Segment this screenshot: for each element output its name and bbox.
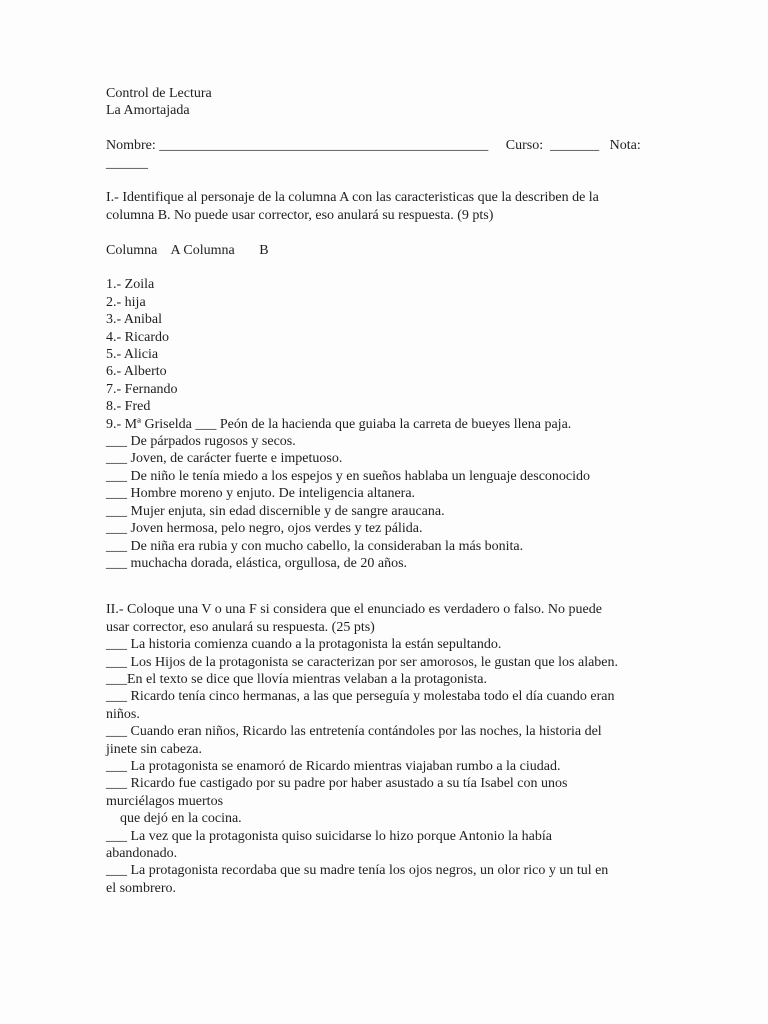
column-a-item-2: 2.- hija bbox=[106, 294, 146, 310]
statement-line-7-cont2: que dejó en la cocina. bbox=[106, 811, 242, 827]
statement-line-7: ___ Ricardo fue castigado por su padre por haber asustado a su tía Isabel con unos bbox=[106, 776, 568, 792]
columns-header: Columna A Columna B bbox=[106, 242, 269, 258]
section-gap bbox=[106, 572, 732, 601]
nota-blank-line: ______ bbox=[106, 155, 148, 171]
statement-line-8: ___ La vez que la protagonista quiso suicidarse lo hizo porque Antonio la había bbox=[106, 828, 552, 844]
column-b-item-6: ___ Joven hermosa, pelo negro, ojos verdes y tez pálida. bbox=[106, 521, 423, 537]
section2-instructions-line2: usar corrector, eso anulará su respuesta. (25 pts) bbox=[106, 619, 375, 635]
doc-title: Control de Lectura bbox=[106, 86, 212, 101]
column-a-item-8: 8.- Fred bbox=[106, 399, 151, 415]
column-a-item-7: 7.- Fernando bbox=[106, 381, 178, 397]
column-b-item-2: ___ Joven, de carácter fuerte e impetuoso. bbox=[106, 451, 343, 467]
column-a-item-5: 5.- Alicia bbox=[106, 347, 159, 363]
column-a-item-3: 3.- Anibal bbox=[106, 312, 162, 328]
column-a-item-4: 4.- Ricardo bbox=[106, 329, 169, 345]
spacer bbox=[106, 120, 732, 137]
column-a-item-9: 9.- Mª Griselda ___ Peón de la hacienda que guiaba la carreta de bueyes llena paja. bbox=[106, 416, 572, 432]
statement-line-7-cont1: murciélagos muertos bbox=[106, 793, 224, 809]
statement-line-6: ___ La protagonista se enamoró de Ricardo mientras viajaban rumbo a la ciudad. bbox=[106, 758, 561, 774]
statement-line-9-cont: el sombrero. bbox=[106, 880, 176, 896]
statement-line-5-cont: jinete sin cabeza. bbox=[106, 741, 203, 757]
column-b-item-4: ___ Hombre moreno y enjuto. De inteligencia altanera. bbox=[106, 486, 416, 502]
column-a-item-1: 1.- Zoila bbox=[106, 277, 155, 293]
section1-instructions-line1: I.- Identifique al personaje de la columna A con las caracteristicas que la describen de la bbox=[106, 190, 599, 206]
student-fields-row: Nombre: _______________________________________________ Curso: _______ Nota: bbox=[106, 138, 641, 154]
statement-line-4: ___ Ricardo tenía cinco hermanas, a las que perseguía y molestaba todo el día cuando eran bbox=[106, 689, 615, 705]
statement-line-5: ___ Cuando eran niños, Ricardo las entretenía contándoles por las noches, la historia del bbox=[106, 724, 602, 740]
statement-line-2: ___ Los Hijos de la protagonista se caracterizan por ser amorosos, le gustan que los alaben. bbox=[106, 654, 619, 670]
column-b-item-5: ___ Mujer enjuta, sin edad discernible y de sangre araucana. bbox=[106, 503, 445, 519]
spacer bbox=[106, 172, 732, 189]
column-b-item-8: ___ muchacha dorada, elástica, orgullosa, de 20 años. bbox=[106, 555, 408, 571]
section2-instructions-line1: II.- Coloque una V o una F si considera que el enunciado es verdadero o falso. No puede bbox=[106, 602, 602, 618]
spacer bbox=[106, 224, 732, 241]
column-b-item-3: ___ De niño le tenía miedo a los espejos y en sueños hablaba un lenguaje desconocido bbox=[106, 468, 591, 484]
column-b-item-7: ___ De niña era rubia y con mucho cabello, la consideraban la más bonita. bbox=[106, 538, 524, 554]
spacer bbox=[106, 259, 732, 276]
statement-line-1: ___ La historia comienza cuando a la protagonista la están sepultando. bbox=[106, 637, 502, 653]
column-b-item-1: ___ De párpados rugosos y secos. bbox=[106, 434, 296, 450]
statement-line-9: ___ La protagonista recordaba que su madre tenía los ojos negros, un olor rico y un tul en bbox=[106, 863, 609, 879]
doc-subtitle: La Amortajada bbox=[106, 103, 190, 119]
column-a-item-6: 6.- Alberto bbox=[106, 364, 167, 380]
statement-line-8-cont: abandonado. bbox=[106, 846, 178, 861]
statement-line-4-cont: niños. bbox=[106, 706, 140, 722]
section1-instructions-line2: columna B. No puede usar corrector, eso anulará su respuesta. (9 pts) bbox=[106, 207, 494, 223]
statement-line-3: ___En el texto se dice que llovía mientras velaban a la protagonista. bbox=[106, 671, 487, 687]
